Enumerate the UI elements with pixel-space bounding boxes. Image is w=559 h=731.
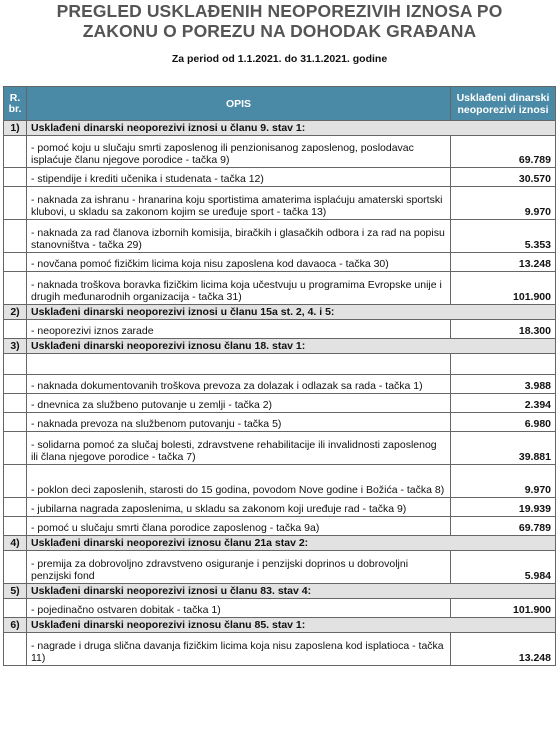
table-row bbox=[4, 187, 556, 220]
row-description bbox=[27, 354, 451, 375]
section-number: 4) bbox=[4, 536, 27, 551]
row-amount: 13.248 bbox=[451, 633, 556, 666]
row-description: - pomoć u slučaju smrti člana porodice zaposlenog - tačka 9a) bbox=[27, 517, 451, 536]
table-row bbox=[4, 168, 556, 187]
row-description: - naknada za rad članova izbornih komisija, biračkih i glasačkih odbora i za rad na popisu stanovništva - tačka 29) bbox=[27, 220, 451, 253]
title-line-2: ZAKONU O POREZU NA DOHODAK GRAĐANA bbox=[82, 21, 477, 41]
section-title: Usklađeni dinarski neoporezivi iznosi u članu 15a st. 2, 4. i 5: bbox=[27, 305, 556, 320]
table-row bbox=[4, 375, 556, 394]
row-number-cell bbox=[4, 432, 27, 465]
row-amount: 9.970 bbox=[451, 187, 556, 220]
row-amount: 3.988 bbox=[451, 375, 556, 394]
table-row bbox=[4, 320, 556, 339]
row-description: - stipendije i krediti učenika i studenata - tačka 12) bbox=[27, 168, 451, 187]
table-row bbox=[4, 633, 556, 666]
table-row bbox=[4, 432, 556, 465]
period-subtitle: Za period od 1.1.2021. do 31.1.2021. godine bbox=[171, 53, 388, 65]
row-description: - naknada troškova boravka fizičkim licima koja učestvuju u programima Evropske unije i drugih međunarodnih organizacija - tačka 31) bbox=[27, 272, 451, 305]
table-row bbox=[4, 465, 556, 498]
row-number-cell bbox=[4, 272, 27, 305]
row-amount: 69.789 bbox=[451, 517, 556, 536]
section-row bbox=[4, 618, 556, 633]
row-number-cell bbox=[4, 253, 27, 272]
table-header-row bbox=[4, 87, 556, 121]
section-number: 3) bbox=[4, 339, 27, 354]
row-number-cell bbox=[4, 320, 27, 339]
row-amount: 2.394 bbox=[451, 394, 556, 413]
row-description: - pomoć koju u slučaju smrti zaposlenog ili penzionisanog zaposlenog, poslodavac isplaćuje članu njegove porodice - tačka 9) bbox=[27, 136, 451, 168]
section-title: Usklađeni dinarski neoporezivi iznosi u članu 83. stav 4: bbox=[27, 584, 556, 599]
section-number: 2) bbox=[4, 305, 27, 320]
table-row bbox=[4, 498, 556, 517]
table-row bbox=[4, 517, 556, 536]
row-amount: 9.970 bbox=[451, 465, 556, 498]
section-title: Usklađeni dinarski neoporezivi iznosu članu 85. stav 1: bbox=[27, 618, 556, 633]
allowances-table bbox=[3, 86, 556, 666]
section-number: 5) bbox=[4, 584, 27, 599]
row-description: - nagrade i druga slična davanja fizičkim licima koja nisu zaposlena kod isplatioca - tačka 11) bbox=[27, 633, 451, 666]
header-value: Usklađeni dinarski neoporezivi iznosi bbox=[451, 87, 556, 121]
row-amount: 69.789 bbox=[451, 136, 556, 168]
table-row bbox=[4, 394, 556, 413]
table-row bbox=[4, 599, 556, 618]
row-description: - naknada dokumentovanih troškova prevoza za dolazak i odlazak sa rada - tačka 1) bbox=[27, 375, 451, 394]
row-number-cell bbox=[4, 517, 27, 536]
table-row bbox=[4, 136, 556, 168]
row-amount: 18.300 bbox=[451, 320, 556, 339]
header-rbr: R. br. bbox=[4, 87, 27, 121]
section-row bbox=[4, 121, 556, 136]
section-row bbox=[4, 305, 556, 320]
table-body bbox=[4, 121, 556, 666]
row-description: - solidarna pomoć za slučaj bolesti, zdravstvene rehabilitacije ili invalidnosti zaposlenog ili člana njegove porodice - tačka 7) bbox=[27, 432, 451, 465]
row-number-cell bbox=[4, 465, 27, 498]
row-amount: 13.248 bbox=[451, 253, 556, 272]
section-number: 6) bbox=[4, 618, 27, 633]
row-number-cell bbox=[4, 375, 27, 394]
table-row bbox=[4, 551, 556, 584]
section-title: Usklađeni dinarski neoporezivi iznosi u članu 9. stav 1: bbox=[27, 121, 556, 136]
row-number-cell bbox=[4, 354, 27, 375]
table-row bbox=[4, 354, 556, 375]
row-number-cell bbox=[4, 599, 27, 618]
row-amount: 5.984 bbox=[451, 551, 556, 584]
row-amount: 101.900 bbox=[451, 599, 556, 618]
table-row bbox=[4, 413, 556, 432]
table-row bbox=[4, 253, 556, 272]
section-row bbox=[4, 584, 556, 599]
row-amount bbox=[451, 354, 556, 375]
row-description: - premija za dobrovoljno zdravstveno osiguranje i penzijski doprinos u dobrovoljni penzijski fond bbox=[27, 551, 451, 584]
title-line-1: PREGLED USKLAĐENIH NEOPOREZIVIH IZNOSA PO bbox=[56, 1, 503, 21]
row-description: - jubilarna nagrada zaposlenima, u skladu sa zakonom koji uređuje rad - tačka 9) bbox=[27, 498, 451, 517]
row-number-cell bbox=[4, 187, 27, 220]
row-number-cell bbox=[4, 394, 27, 413]
row-number-cell bbox=[4, 168, 27, 187]
row-amount: 5.353 bbox=[451, 220, 556, 253]
row-amount: 30.570 bbox=[451, 168, 556, 187]
section-number: 1) bbox=[4, 121, 27, 136]
row-amount: 19.939 bbox=[451, 498, 556, 517]
row-description: - poklon deci zaposlenih, starosti do 15 godina, povodom Nove godine i Božića - tačka 8) bbox=[27, 465, 451, 498]
row-description: - pojedinačno ostvaren dobitak - tačka 1) bbox=[27, 599, 451, 618]
row-number-cell bbox=[4, 551, 27, 584]
row-description: - novčana pomoć fizičkim licima koja nisu zaposlena kod davaoca - tačka 30) bbox=[27, 253, 451, 272]
row-description: - naknada za ishranu - hranarina koju sportistima amaterima isplaćuju amaterski sportski klubovi, u skladu sa zakonom kojim se uređuje sport - tačka 13) bbox=[27, 187, 451, 220]
table-row bbox=[4, 220, 556, 253]
row-amount: 39.881 bbox=[451, 432, 556, 465]
document-title bbox=[0, 1, 559, 41]
header-opis: OPIS bbox=[27, 87, 451, 121]
row-number-cell bbox=[4, 498, 27, 517]
row-number-cell bbox=[4, 413, 27, 432]
section-title: Usklađeni dinarski neoporezivi iznosu članu 21a stav 2: bbox=[27, 536, 556, 551]
row-amount: 6.980 bbox=[451, 413, 556, 432]
row-description: - neoporezivi iznos zarade bbox=[27, 320, 451, 339]
table-row bbox=[4, 272, 556, 305]
section-row bbox=[4, 339, 556, 354]
section-row bbox=[4, 536, 556, 551]
row-number-cell bbox=[4, 633, 27, 666]
row-amount: 101.900 bbox=[451, 272, 556, 305]
section-title: Usklađeni dinarski neoporezivi iznosu članu 18. stav 1: bbox=[27, 339, 556, 354]
row-description: - naknada prevoza na službenom putovanju - tačka 5) bbox=[27, 413, 451, 432]
row-description: - dnevnica za službeno putovanje u zemlji - tačka 2) bbox=[27, 394, 451, 413]
row-number-cell bbox=[4, 220, 27, 253]
row-number-cell bbox=[4, 136, 27, 168]
